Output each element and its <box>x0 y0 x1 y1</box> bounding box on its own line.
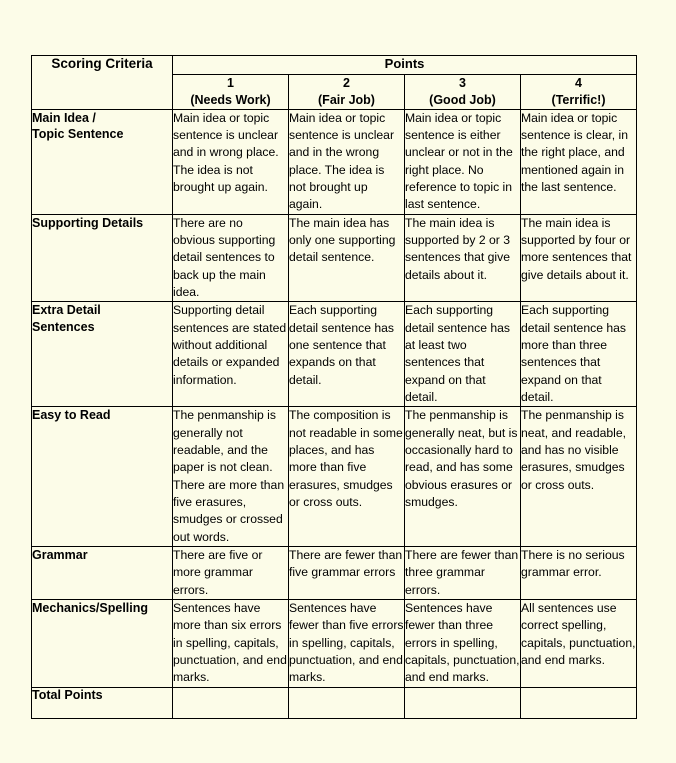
total-points-input-3[interactable] <box>405 687 521 718</box>
level-header-3 <box>405 75 521 110</box>
cell-easy-to-read-4: The penmanship is neat, and readable, and has no visible erasures, smudges or cross outs. <box>521 407 637 547</box>
cell-easy-to-read-3: The penmanship is generally neat, but is occasionally hard to read, and has some obvious erasures or smudges. <box>405 407 521 547</box>
table-row <box>32 407 637 547</box>
criteria-supporting-details <box>32 214 173 302</box>
cell-easy-to-read-2: The composition is not readable in some places, and has more than five erasures, smudges or cross outs. <box>289 407 405 547</box>
total-points-row <box>32 687 637 718</box>
cell-grammar-1: There are five or more grammar errors. <box>173 546 289 599</box>
cell-supporting-details-2: The main idea has only one supporting detail sentence. <box>289 214 405 302</box>
total-points-label: Total Points <box>32 687 173 718</box>
cell-extra-detail-4: Each supporting detail sentence has more than three sentences that expand on that detail. <box>521 302 637 407</box>
criteria-main-idea <box>32 109 173 214</box>
criteria-grammar <box>32 546 173 599</box>
level-number-2: 2 <box>343 76 350 90</box>
level-name-1: (Needs Work) <box>190 92 271 107</box>
cell-extra-detail-3: Each supporting detail sentence has at least two sentences that expand on that detail. <box>405 302 521 407</box>
cell-main-idea-3: Main idea or topic sentence is either unclear or not in the right place. No reference to topic in last sentence. <box>405 109 521 214</box>
scoring-rubric-table <box>31 55 637 719</box>
cell-main-idea-4: Main idea or topic sentence is clear, in the right place, and mentioned again in the last sentence. <box>521 109 637 214</box>
total-points-input-4[interactable] <box>521 687 637 718</box>
criteria-extra-detail-sentences <box>32 302 173 407</box>
cell-mechanics-2: Sentences have fewer than five errors in spelling, capitals, punctuation, and end marks. <box>289 599 405 687</box>
cell-extra-detail-2: Each supporting detail sentence has one sentence that expands on that detail. <box>289 302 405 407</box>
level-name-2: (Fair Job) <box>318 92 375 107</box>
level-header-1 <box>173 75 289 110</box>
total-points-input-2[interactable] <box>289 687 405 718</box>
cell-main-idea-2: Main idea or topic sentence is unclear and in the wrong place. The idea is not brought up again. <box>289 109 405 214</box>
table-header <box>32 56 637 110</box>
criteria-label-line1: Main Idea / <box>32 110 96 125</box>
cell-main-idea-1: Main idea or topic sentence is unclear and in wrong place. The idea is not brought up again. <box>173 109 289 214</box>
table-row <box>32 546 637 599</box>
cell-grammar-2: There are fewer than five grammar errors <box>289 546 405 599</box>
level-number-4: 4 <box>575 76 582 90</box>
table-row <box>32 109 637 214</box>
criteria-easy-to-read <box>32 407 173 547</box>
table-body <box>32 109 637 718</box>
criteria-label-line1: Extra Detail <box>32 303 101 318</box>
level-name-3: (Good Job) <box>429 92 496 107</box>
scoring-criteria-header: Scoring Criteria <box>32 56 173 110</box>
cell-mechanics-3: Sentences have fewer than three errors in spelling, capitals, punctuation, and end marks. <box>405 599 521 687</box>
cell-mechanics-1: Sentences have more than six errors in spelling, capitals, punctuation, and end marks. <box>173 599 289 687</box>
cell-supporting-details-3: The main idea is supported by 2 or 3 sentences that give details about it. <box>405 214 521 302</box>
table-row <box>32 214 637 302</box>
criteria-label-line1: Grammar <box>32 547 88 562</box>
total-points-input-1[interactable] <box>173 687 289 718</box>
level-name-4: (Terrific!) <box>551 92 606 107</box>
table-row <box>32 302 637 407</box>
cell-easy-to-read-1: The penmanship is generally not readable, and the paper is not clean. There are more than five erasures, smudges or crossed out words. <box>173 407 289 547</box>
level-number-1: 1 <box>227 76 234 90</box>
criteria-label-line1: Mechanics/Spelling <box>32 600 149 615</box>
cell-grammar-3: There are fewer than three grammar errors. <box>405 546 521 599</box>
cell-supporting-details-1: There are no obvious supporting detail sentences to back up the main idea. <box>173 214 289 302</box>
criteria-label-line2: Topic Sentence <box>32 127 124 142</box>
level-number-3: 3 <box>459 76 466 90</box>
header-row-points <box>32 56 637 75</box>
cell-extra-detail-1: Supporting detail sentences are stated without additional details or expanded information. <box>173 302 289 407</box>
criteria-label-line1: Supporting Details <box>32 215 144 230</box>
cell-mechanics-4: All sentences use correct spelling, capitals, punctuation, and end marks. <box>521 599 637 687</box>
level-header-4 <box>521 75 637 110</box>
cell-supporting-details-4: The main idea is supported by four or more sentences that give details about it. <box>521 214 637 302</box>
criteria-label-line1: Easy to Read <box>32 408 111 423</box>
table-row <box>32 599 637 687</box>
cell-grammar-4: There is no serious grammar error. <box>521 546 637 599</box>
criteria-label-line2: Sentences <box>32 319 95 334</box>
criteria-mechanics-spelling <box>32 599 173 687</box>
level-header-2 <box>289 75 405 110</box>
points-header: Points <box>173 56 637 75</box>
